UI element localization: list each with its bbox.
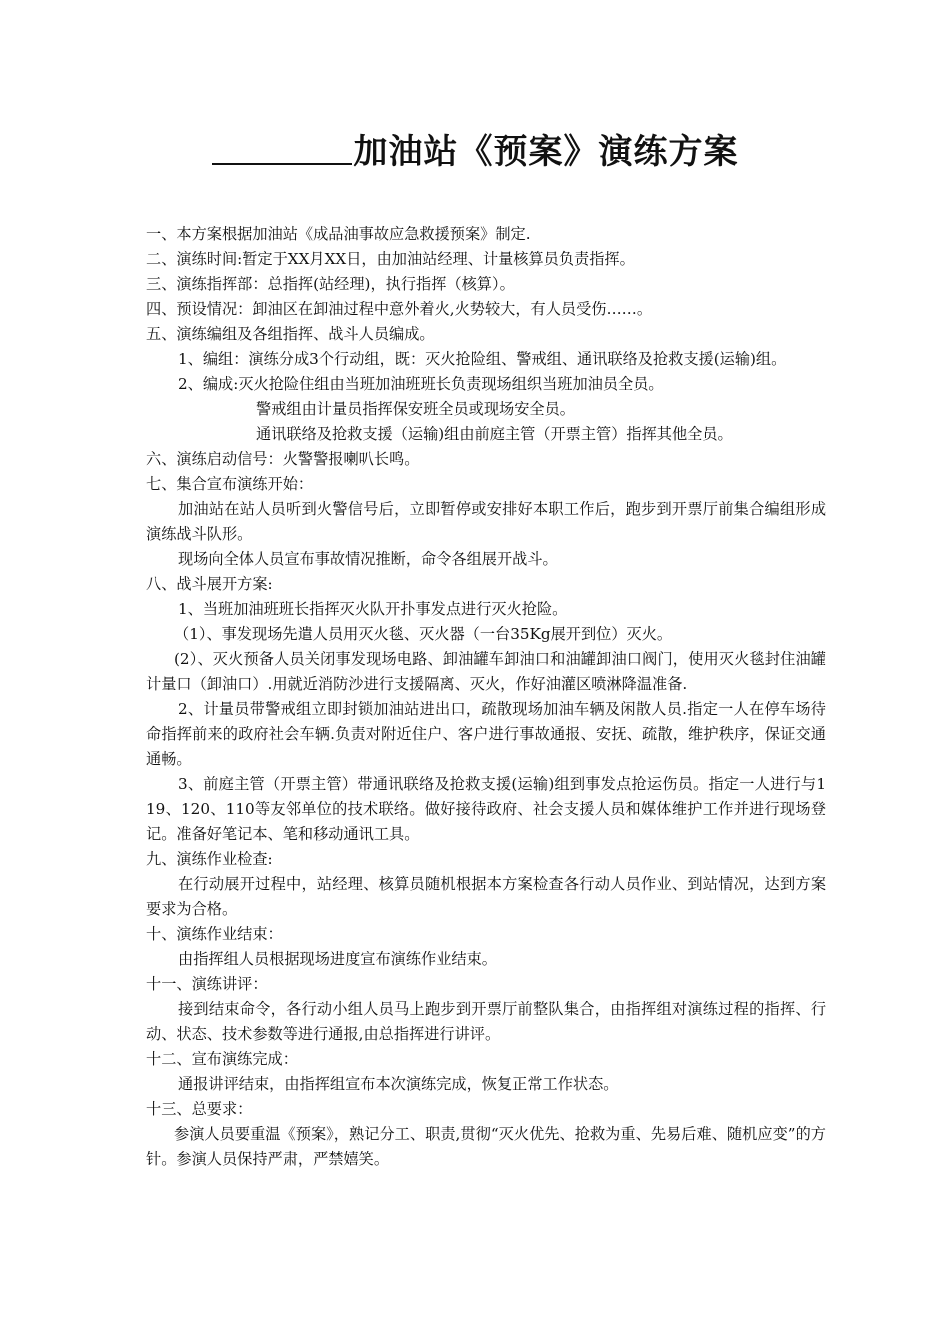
title-blank-line: [212, 129, 352, 165]
document-title-text: 加油站《预案》演练方案: [353, 132, 739, 172]
section-7-body-1: 加油站在站人员听到火警信号后，立即暂停或安排好本职工作后，跑步到开票厅前集合编组形成演练战斗队形。: [146, 500, 826, 543]
section-11-heading: 十一、演练讲评：: [146, 975, 268, 993]
document-body: [146, 222, 826, 1172]
section-8-item-3: 3、前庭主管（开票主管）带通讯联络及抢救支援(运输)组到事发点抢运伤员。指定一人进行与119、120、110等友邻单位的技术联络。做好接待政府、社会支援人员和媒体维护工作并进行现场登记。准备好笔记本、笔和移动通讯工具。: [146, 775, 826, 843]
section-13-body: 参演人员要重温《预案》，熟记分工、职责,贯彻“灭火优先、抢救为重、先易后难、随机应变”的方针。参演人员保持严肃，严禁嬉笑。: [146, 1125, 826, 1168]
section-10-heading: 十、演练作业结束：: [146, 925, 283, 943]
section-5-item-1: 1、编组：演练分成3个行动组，既：灭火抢险组、警戒组、通讯联络及抢救支援(运输)组。: [178, 350, 787, 368]
section-7-body-2: 现场向全体人员宣布事故情况推断，命令各组展开战斗。: [178, 550, 558, 568]
document-title: [0, 128, 950, 176]
section-7-heading: 七、集合宣布演练开始：: [146, 475, 314, 493]
section-5-item-2-line-3: 通讯联络及抢救支援（运输)组由前庭主管（开票主管）指挥其他全员。: [256, 425, 733, 443]
section-8-item-1: 1、当班加油班班长指挥灭火队开扑事发点进行灭火抢险。: [178, 600, 568, 618]
section-12-heading: 十二、宣布演练完成：: [146, 1050, 298, 1068]
section-11-body: 接到结束命令，各行动小组人员马上跑步到开票厅前整队集合，由指挥组对演练过程的指挥、行动、状态、技术参数等进行通报,由总指挥进行讲评。: [146, 1000, 826, 1043]
section-3: 三、演练指挥部：总指挥(站经理)，执行指挥（核算）。: [146, 275, 515, 293]
section-8-heading: 八、战斗展开方案:: [146, 575, 273, 593]
section-2: 二、演练时间:暂定于XX月XX日，由加油站经理、计量核算员负责指挥。: [146, 250, 635, 268]
section-9-body: 在行动展开过程中，站经理、核算员随机根据本方案检查各行动人员作业、到站情况，达到方案要求为合格。: [146, 875, 826, 918]
section-6: 六、演练启动信号：火警警报喇叭长鸣。: [146, 450, 420, 468]
section-8-item-2: 2、计量员带警戒组立即封锁加油站进出口，疏散现场加油车辆及闲散人员.指定一人在停车场待命指挥前来的政府社会车辆.负责对附近住户、客户进行事故通报、安抚、疏散，维护秩序，保证交通通畅。: [146, 700, 826, 768]
section-13-heading: 十三、总要求：: [146, 1100, 253, 1118]
section-4: 四、预设情况：卸油区在卸油过程中意外着火,火势较大，有人员受伤……。: [146, 300, 653, 318]
section-9-heading: 九、演练作业检查:: [146, 850, 273, 868]
section-8-item-1-sub-2: (2）、灭火预备人员关闭事发现场电路、卸油罐车卸油口和油罐卸油口阀门，使用灭火毯封住油罐计量口（卸油口）.用就近消防沙进行支援隔离、灭火，作好油灌区喷淋降温准备.: [146, 650, 826, 693]
section-10-body: 由指挥组人员根据现场进度宣布演练作业结束。: [178, 950, 497, 968]
section-5-heading: 五、演练编组及各组指挥、战斗人员编成。: [146, 325, 435, 343]
section-5-item-2: 2、编成:灭火抢险住组由当班加油班班长负责现场组织当班加油员全员。: [178, 375, 664, 393]
section-5-item-2-line-2: 警戒组由计量员指挥保安班全员或现场安全员。: [256, 400, 575, 418]
section-1: 一、本方案根据加油站《成品油事故应急救援预案》制定.: [146, 225, 531, 243]
section-8-item-1-sub-1: （1）、事发现场先遣人员用灭火毯、灭火器（一台35Kg展开到位）灭火。: [174, 625, 673, 643]
section-12-body: 通报讲评结束，由指挥组宣布本次演练完成，恢复正常工作状态。: [178, 1075, 619, 1093]
